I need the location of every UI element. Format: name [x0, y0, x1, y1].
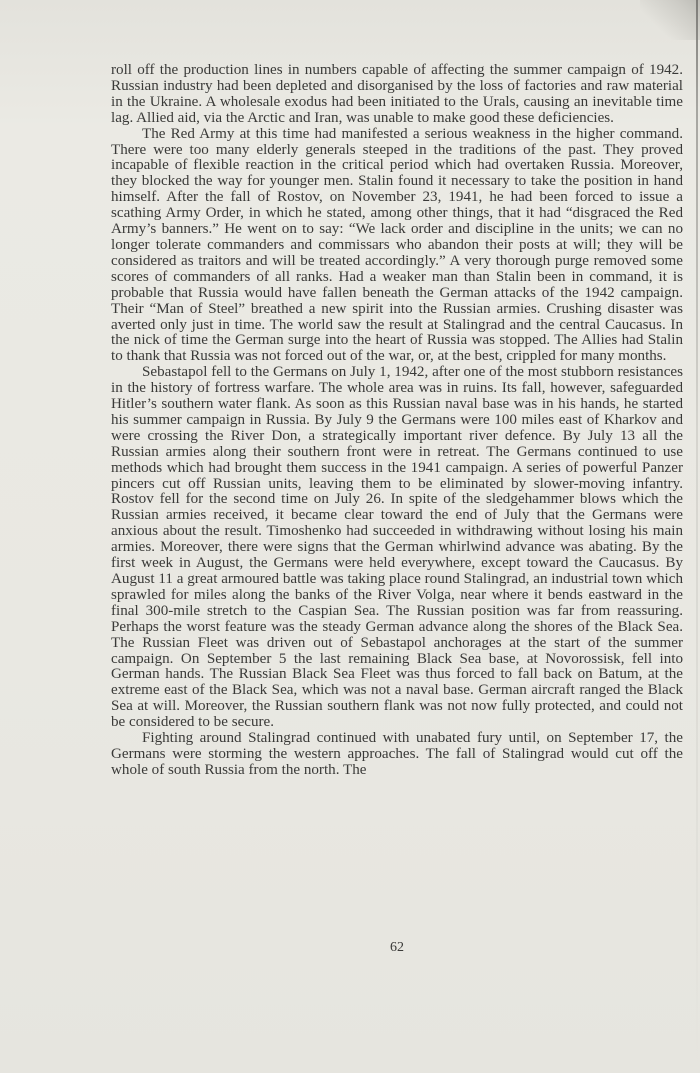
page-corner-shadow [640, 0, 700, 40]
page-number: 62 [390, 940, 404, 955]
paragraph-1: roll off the production lines in numbers capable of affecting the summer campaign of 1942. Russian industry had been depleted and disorganised by the loss of factories and raw material in the Ukraine. A wholesale exodus had been initiated to the Urals, causing an inevitable time lag. Allied aid, via the Arctic and Iran, was unable to make good these deficiencies. [111, 62, 683, 126]
paragraph-4: Fighting around Stalingrad continued with unabated fury until, on September 17, the Germans were storming the western approaches. The fall of Stalingrad would cut off the whole of south Russia from the north. The [111, 730, 683, 778]
page-edge [696, 0, 698, 1073]
paragraph-3: Sebastapol fell to the Germans on July 1, 1942, after one of the most stubborn resistances in the history of fortress warfare. The whole area was in ruins. Its fall, however, safeguarded Hitler’s southern water flank. As soon as this Russian naval base was in his hands, he started his summer campaign in Russia. By July 9 the Germans were 100 miles east of Kharkov and were crossing the River Don, a strategically important river defence. By July 13 all the Russian armies along their southern front were in retreat. The Germans continued to use methods which had brought them success in the 1941 campaign. A series of powerful Panzer pincers cut off Russian units, leaving them to be eliminated by slower-moving infantry. Rostov fell for the second time on July 26. In spite of the sledgehammer blows which the Russian armies received, it became clear toward the end of July that the Germans were anxious about the result. Timoshenko had succeeded in withdrawing without losing his main armies. Moreover, there were signs that the German whirlwind advance was abating. By the first week in August, the Germans were held everywhere, except toward the Caucasus. By August 11 a great armoured battle was taking place round Stalingrad, an industrial town which sprawled for miles along the banks of the River Volga, near where it bends eastward in the final 300-mile stretch to the Caspian Sea. The Russian position was far from reassuring. Perhaps the worst feature was the steady German advance along the shores of the Black Sea. The Russian Fleet was driven out of Sebastapol anchorages at the start of the summer campaign. On September 5 the last remaining Black Sea base, at Novorossisk, fell into German hands. The Russian Black Sea Fleet was thus forced to fall back on Batum, at the extreme east of the Black Sea, which was not a naval base. German aircraft ranged the Black Sea at will. Moreover, the Russian southern flank was not now fully protected, and could not be considered to be secure. [111, 364, 683, 731]
body-text [111, 63, 683, 779]
paragraph-2: The Red Army at this time had manifested a serious weakness in the higher command. There were too many elderly generals steeped in the traditions of the past. They proved incapable of flexible reaction in the critical period which had overtaken Russia. Moreover, they blocked the way for younger men. Stalin found it necessary to take the position in hand himself. After the fall of Rostov, on November 23, 1941, he had been forced to issue a scathing Army Order, in which he stated, among other things, that it had “disgraced the Red Army’s banners.” He went on to say: “We lack order and discipline in the units; we can no longer tolerate commanders and commissars who abandon their posts at will; they will be considered as traitors and will be treated accordingly.” A very thorough purge removed some scores of commanders of all ranks. Had a weaker man than Stalin been in command, it is probable that Russia would have fallen beneath the German attacks of the 1942 campaign. Their “Man of Steel” breathed a new spirit into the Russian armies. Crushing disaster was averted only just in time. The world saw the result at Stalingrad and the central Caucasus. In the nick of time the German surge into the heart of Russia was stopped. The Allies had Stalin to thank that Russia was not forced out of the war, or, at the best, crippled for many months. [111, 125, 683, 365]
